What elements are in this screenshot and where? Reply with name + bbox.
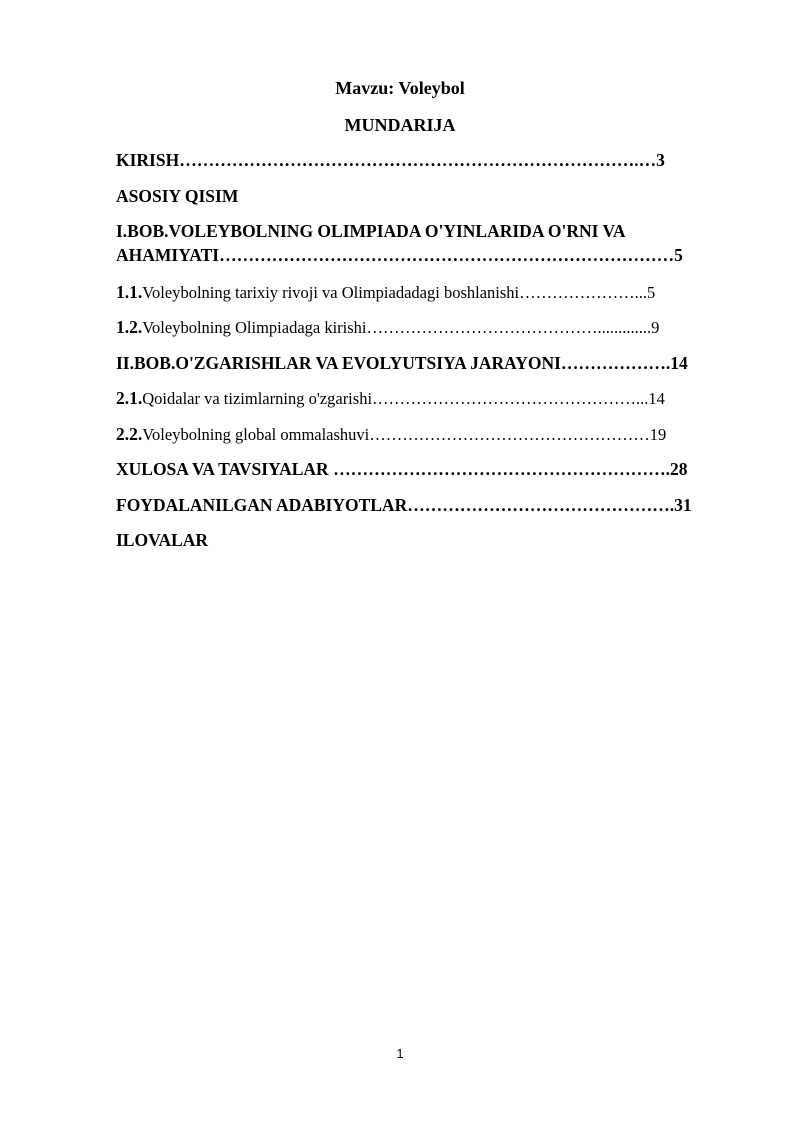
toc-entry-ilovalar: ILOVALAR	[116, 530, 209, 550]
toc-entry-1-2-text: Voleybolning Olimpiadaga kirishi…………………………………….............9	[142, 318, 660, 337]
toc-heading: MUNDARIJA	[344, 115, 456, 135]
toc-entry-1-2	[116, 316, 659, 339]
toc-entry-1-2-number: 1.2.	[116, 317, 143, 337]
toc-entry-bob1-line1: I.BOB.VOLEYBOLNING OLIMPIADA O'YINLARIDA O'RNI VA	[116, 221, 626, 241]
toc-entry-1-1-number: 1.1.	[116, 282, 143, 302]
toc-entry-2-2	[116, 423, 666, 446]
toc-entry-2-1-text: Qoidalar va tizimlarning o'zgarishi…………………………………………...14	[142, 389, 665, 408]
toc-entry-bob2: II.BOB.O'ZGARISHLAR VA EVOLYUTSIYA JARAYONI……………….14	[116, 353, 688, 373]
toc-entry-xulosa: XULOSA VA TAVSIYALAR ………………………………………………….28	[116, 459, 688, 479]
toc-entry-2-2-number: 2.2.	[116, 424, 143, 444]
topic-title: Mavzu: Voleybol	[335, 78, 465, 98]
toc-entry-asosiy-qisim: ASOSIY QISIM	[116, 186, 239, 206]
toc-entry-2-1-number: 2.1.	[116, 388, 143, 408]
toc-entry-foydalanilgan: FOYDALANILGAN ADABIYOTLAR……………………………………….31	[116, 495, 692, 515]
toc-entry-bob1-line2: AHAMIYATI……………………………………………………………………5	[116, 245, 683, 265]
toc-entry-2-1	[116, 387, 665, 410]
toc-entry-2-2-text: Voleybolning global ommalashuvi……………………………………………19	[142, 425, 667, 444]
page-number: 1	[396, 1046, 404, 1061]
toc-entry-1-1	[116, 281, 655, 304]
toc-entry-kirish: KIRISH…………………………………………………………………….…3	[116, 150, 665, 170]
toc-entry-1-1-text: Voleybolning tarixiy rivoji va Olimpiadadagi boshlanishi…………………...5	[142, 283, 656, 302]
